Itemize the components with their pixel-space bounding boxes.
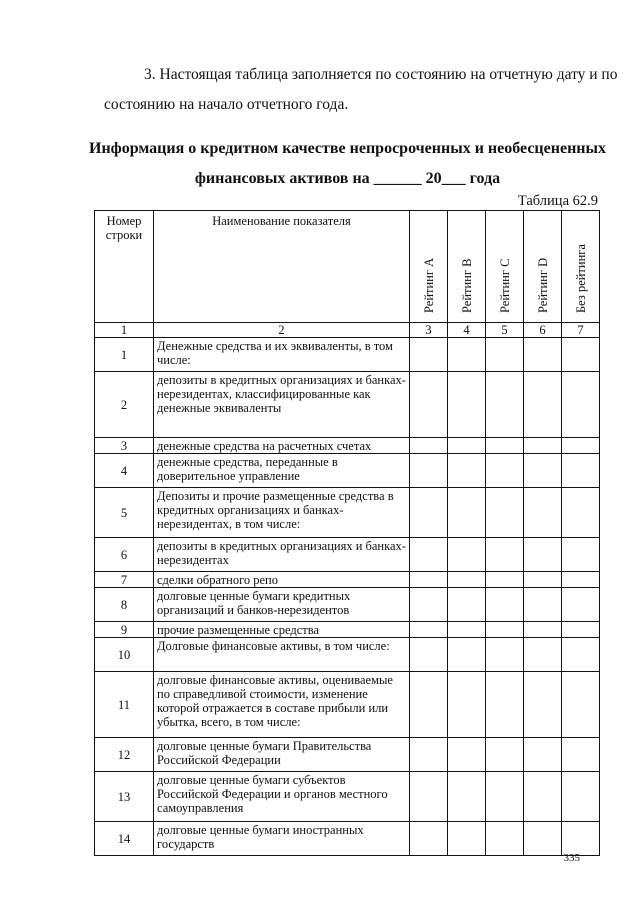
intro-line-2: состоянию на начало отчетного года.	[104, 96, 349, 113]
table-row	[95, 572, 600, 588]
cell	[562, 488, 600, 538]
cell	[524, 538, 562, 572]
cell	[562, 622, 600, 638]
cell	[448, 822, 486, 856]
cell	[410, 672, 448, 738]
table-row	[95, 822, 600, 856]
header-rating-b-label: Рейтинг B	[459, 258, 474, 313]
cell	[562, 338, 600, 372]
cell	[448, 772, 486, 822]
row-number: 7	[95, 572, 154, 588]
cell	[486, 488, 524, 538]
row-number: 9	[95, 622, 154, 638]
table-title-line-2: финансовых активов на ______ 20___ года	[194, 170, 501, 187]
cell	[486, 638, 524, 672]
row-name: долговые ценные бумаги иностранных государств	[154, 822, 410, 856]
header-rating-d	[524, 211, 562, 323]
cell	[562, 572, 600, 588]
cell	[524, 454, 562, 488]
cell	[562, 822, 600, 856]
cell	[524, 372, 562, 438]
cell	[562, 454, 600, 488]
row-name: депозиты в кредитных организациях и банках-нерезидентах, классифицированные как денежные эквиваленты	[154, 372, 410, 438]
cell	[410, 488, 448, 538]
cell	[410, 588, 448, 622]
row-number: 6	[95, 538, 154, 572]
header-row	[95, 211, 600, 323]
cell	[562, 772, 600, 822]
header-rating-d-label: Рейтинг D	[535, 257, 550, 313]
cell	[486, 454, 524, 488]
row-number: 8	[95, 588, 154, 622]
cell	[448, 454, 486, 488]
cell	[486, 438, 524, 454]
cell	[524, 672, 562, 738]
row-name: денежные средства, переданные в доверительное управление	[154, 454, 410, 488]
cell	[486, 572, 524, 588]
table-row	[95, 538, 600, 572]
cell	[486, 772, 524, 822]
table-row	[95, 454, 600, 488]
header-no-rating-label: Без рейтинга	[573, 244, 588, 313]
column-index: 4	[448, 323, 486, 338]
cell	[448, 488, 486, 538]
table-row	[95, 772, 600, 822]
header-rating-c-label: Рейтинг C	[497, 258, 512, 313]
table-row	[95, 622, 600, 638]
header-rating-b	[448, 211, 486, 323]
row-name: долговые ценные бумаги Правительства Российской Федерации	[154, 738, 410, 772]
cell	[410, 372, 448, 438]
header-rating-c	[486, 211, 524, 323]
column-index: 7	[562, 323, 600, 338]
column-index: 2	[154, 323, 410, 338]
cell	[562, 538, 600, 572]
row-name: денежные средства на расчетных счетах	[154, 438, 410, 454]
cell	[410, 772, 448, 822]
table-row	[95, 438, 600, 454]
table-title-line-1: Информация о кредитном качестве непросроченных и необесцененных	[89, 140, 606, 157]
intro-paragraph	[104, 60, 618, 120]
column-index: 5	[486, 323, 524, 338]
cell	[562, 638, 600, 672]
column-index-row	[95, 323, 600, 338]
cell	[524, 338, 562, 372]
cell	[448, 372, 486, 438]
row-name: Денежные средства и их эквиваленты, в том числе:	[154, 338, 410, 372]
cell	[448, 622, 486, 638]
cell	[410, 438, 448, 454]
cell	[410, 338, 448, 372]
page-number: 335	[563, 852, 580, 864]
row-name: долговые финансовые активы, оцениваемые по справедливой стоимости, изменение которой отражается в составе прибыли или убытка, всего, в том числе:	[154, 672, 410, 738]
cell	[448, 572, 486, 588]
cell	[486, 538, 524, 572]
cell	[562, 672, 600, 738]
column-index: 1	[95, 323, 154, 338]
row-name: Долговые финансовые активы, в том числе:	[154, 638, 410, 672]
cell	[448, 588, 486, 622]
row-name: Депозиты и прочие размещенные средства в кредитных организациях и банках-нерезидентах, в том числе:	[154, 488, 410, 538]
intro-line-1: 3. Настоящая таблица заполняется по состоянию на отчетную дату и по	[144, 66, 618, 83]
cell	[448, 672, 486, 738]
table-row	[95, 338, 600, 372]
cell	[448, 738, 486, 772]
cell	[410, 622, 448, 638]
header-rating-a-label: Рейтинг A	[421, 257, 436, 313]
row-number: 5	[95, 488, 154, 538]
cell	[486, 588, 524, 622]
row-number: 2	[95, 372, 154, 438]
cell	[410, 822, 448, 856]
table-row	[95, 638, 600, 672]
credit-quality-table	[94, 210, 600, 856]
cell	[448, 638, 486, 672]
row-number: 4	[95, 454, 154, 488]
cell	[410, 572, 448, 588]
table-row	[95, 372, 600, 438]
row-name: депозиты в кредитных организациях и банках-нерезидентах	[154, 538, 410, 572]
cell	[524, 488, 562, 538]
table-number: Таблица 62.9	[517, 193, 598, 209]
header-no-rating	[562, 211, 600, 323]
header-row-number: Номер строки	[95, 211, 154, 323]
cell	[486, 738, 524, 772]
row-number: 3	[95, 438, 154, 454]
row-number: 13	[95, 772, 154, 822]
cell	[410, 454, 448, 488]
cell	[448, 338, 486, 372]
cell	[524, 572, 562, 588]
cell	[562, 438, 600, 454]
cell	[562, 588, 600, 622]
header-indicator-name: Наименование показателя	[154, 211, 410, 323]
row-name: сделки обратного репо	[154, 572, 410, 588]
row-name: долговые ценные бумаги субъектов Российской Федерации и органов местного самоуправления	[154, 772, 410, 822]
cell	[524, 738, 562, 772]
cell	[562, 372, 600, 438]
table-row	[95, 588, 600, 622]
table-row	[95, 488, 600, 538]
cell	[524, 638, 562, 672]
cell	[524, 822, 562, 856]
row-name: долговые ценные бумаги кредитных организаций и банков-нерезидентов	[154, 588, 410, 622]
header-rating-a	[410, 211, 448, 323]
cell	[562, 738, 600, 772]
cell	[410, 538, 448, 572]
cell	[486, 372, 524, 438]
cell	[524, 588, 562, 622]
cell	[410, 638, 448, 672]
cell	[448, 438, 486, 454]
row-number: 1	[95, 338, 154, 372]
row-number: 11	[95, 672, 154, 738]
row-number: 14	[95, 822, 154, 856]
row-number: 12	[95, 738, 154, 772]
cell	[448, 538, 486, 572]
cell	[486, 622, 524, 638]
row-name: прочие размещенные средства	[154, 622, 410, 638]
row-number: 10	[95, 638, 154, 672]
cell	[524, 772, 562, 822]
cell	[486, 822, 524, 856]
cell	[524, 438, 562, 454]
cell	[486, 672, 524, 738]
cell	[524, 622, 562, 638]
table-row	[95, 672, 600, 738]
cell	[410, 738, 448, 772]
column-index: 6	[524, 323, 562, 338]
cell	[486, 338, 524, 372]
table-row	[95, 738, 600, 772]
column-index: 3	[410, 323, 448, 338]
